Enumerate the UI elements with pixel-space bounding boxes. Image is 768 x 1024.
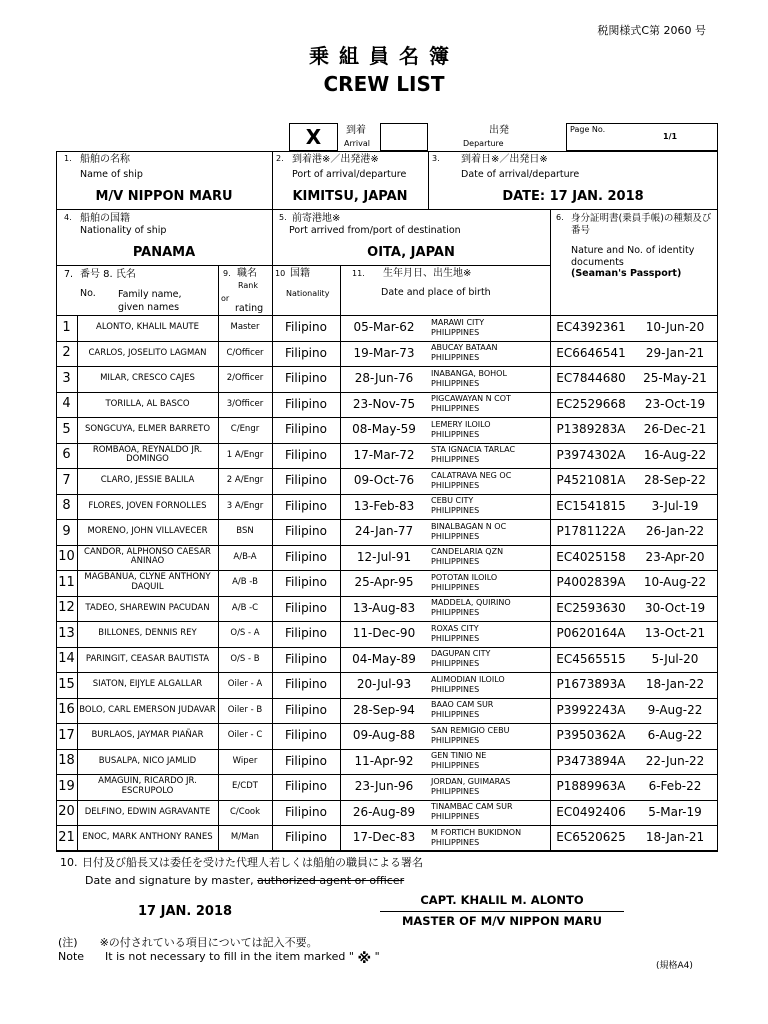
birthplace-city: GEN TINIO NE	[431, 751, 487, 761]
crew-no: 4	[62, 396, 71, 412]
crew-birthplace	[428, 443, 550, 469]
note-jp: (注) ※の付されている項目については記入不要。	[58, 936, 318, 949]
crew-no: 20	[58, 804, 75, 820]
field5-number: 5.	[279, 213, 287, 222]
field5-en: Port arrived from/port of destination	[289, 225, 461, 236]
crew-rank: 3 A/Engr	[226, 500, 264, 511]
crew-rank: C/Engr	[230, 424, 260, 434]
crew-no: 21	[58, 829, 75, 845]
crew-document: P1889963A	[556, 779, 626, 794]
crew-dob: 23-Nov-75	[352, 396, 416, 411]
crew-document: P1781122A	[556, 524, 626, 539]
crew-nationality: Filipino	[285, 753, 327, 768]
crew-expiry: 30-Oct-19	[644, 600, 706, 615]
crew-birthplace	[428, 417, 550, 443]
crew-rank: 1 A/Engr	[226, 449, 264, 460]
crew-rank: A/B-A	[233, 551, 257, 562]
ship-nationality: PANAMA	[132, 245, 196, 260]
crew-expiry: 18-Jan-22	[645, 677, 705, 692]
col9-rating: rating	[235, 303, 264, 314]
crew-expiry: 6-Aug-22	[647, 728, 703, 743]
field6-jp: 身分証明書(乗員手帳)の種類及び番号	[571, 213, 712, 236]
crew-document: P3473894A	[556, 753, 626, 768]
crew-no: 11	[58, 574, 75, 590]
col9-rank: Rank	[238, 281, 258, 290]
field10-en-strikethrough: authorized agent or officer	[257, 874, 405, 887]
crew-name: PARINGIT, CEASAR BAUTISTA	[85, 653, 210, 664]
crew-no: 15	[58, 676, 75, 692]
crew-expiry: 18-Jan-21	[645, 830, 705, 845]
birthplace-country: PHILIPPINES	[431, 812, 480, 822]
birthplace-country: PHILIPPINES	[431, 582, 480, 592]
crew-name: BURLAOS, JAYMAR PIAÑAR	[91, 730, 204, 740]
birthplace-country: PHILIPPINES	[431, 404, 480, 414]
crew-dob: 17-Mar-72	[353, 447, 415, 462]
crew-document: EC6646541	[556, 345, 626, 360]
field6-en: Nature and No. of identity documents	[571, 245, 695, 268]
crew-rank: Oiler - C	[227, 730, 263, 740]
col7-jp: 番号 8. 氏名	[80, 269, 136, 280]
arrival-mark: X	[305, 125, 322, 149]
birthplace-city: MADDELA, QUIRINO	[431, 598, 511, 608]
crew-dob: 28-Jun-76	[354, 371, 414, 386]
field5-jp: 前寄港地※	[292, 213, 341, 224]
crew-dob: 23-Jun-96	[354, 779, 414, 794]
col8-name: Family name, given names	[118, 289, 182, 313]
crew-nationality: Filipino	[285, 651, 327, 666]
crew-expiry: 9-Aug-22	[647, 702, 703, 717]
crew-expiry: 25-May-21	[643, 371, 707, 386]
birthplace-country: PHILIPPINES	[431, 429, 480, 439]
col9-jp: 職名	[237, 268, 257, 279]
crew-no: 6	[62, 447, 71, 463]
col7-number: 7.	[64, 269, 74, 280]
port-of-arrival: KIMITSU, JAPAN	[292, 189, 408, 204]
title-japanese: 乗組員名簿	[309, 44, 459, 68]
crew-document: P3950362A	[556, 728, 626, 743]
note-label: Note	[58, 950, 85, 963]
crew-birthplace	[428, 800, 550, 826]
crew-dob: 11-Dec-90	[352, 626, 416, 641]
crew-document: EC4565515	[556, 651, 626, 666]
crew-no: 10	[58, 549, 75, 565]
crew-nationality: Filipino	[285, 498, 327, 513]
field2-jp: 到着港※／出発港※	[292, 154, 379, 165]
field2-en: Port of arrival/departure	[292, 169, 407, 180]
crew-rank: 3/Officer	[226, 398, 264, 409]
crew-document: EC4392361	[556, 320, 626, 335]
birthplace-city: CEBU CITY	[431, 496, 474, 506]
crew-birthplace	[428, 621, 550, 647]
page-label: Page No.	[570, 125, 606, 134]
crew-birthplace	[428, 774, 550, 800]
crew-birthplace	[428, 672, 550, 698]
signature-date: 17 JAN. 2018	[138, 904, 233, 919]
birthplace-country: PHILIPPINES	[431, 327, 480, 337]
crew-expiry: 10-Jun-20	[645, 320, 705, 335]
crew-birthplace	[428, 570, 550, 596]
crew-name: MORENO, JOHN VILLAVECER	[87, 526, 208, 536]
crew-name: BOLO, CARL EMERSON JUDAVAR	[79, 704, 216, 715]
crew-dob: 25-Apr-95	[354, 575, 414, 590]
crew-nationality: Filipino	[285, 626, 327, 641]
crew-no: 17	[58, 727, 75, 743]
arrival-en: Arrival	[344, 139, 370, 148]
crew-nationality: Filipino	[285, 345, 327, 360]
crew-dob: 26-Aug-89	[352, 804, 416, 819]
field10-en	[85, 874, 404, 887]
crew-dob: 09-Aug-88	[352, 728, 416, 743]
col11-jp: 生年月日、出生地※	[383, 268, 472, 279]
page-title: CREW LIST	[323, 72, 445, 96]
birthplace-city: STA IGNACIA TARLAC	[431, 445, 516, 455]
crew-rank: M/Man	[230, 832, 260, 842]
crew-no: 19	[58, 778, 75, 794]
crew-nationality: Filipino	[285, 473, 327, 488]
arrival-box	[380, 123, 428, 151]
crew-expiry: 3-Jul-19	[651, 498, 699, 513]
crew-no: 1	[62, 319, 71, 335]
birthplace-country: PHILIPPINES	[431, 735, 480, 745]
crew-dob: 24-Jan-77	[354, 524, 414, 539]
crew-document: EC4025158	[556, 549, 626, 564]
crew-rank: E/CDT	[232, 781, 258, 791]
crew-no: 8	[62, 498, 71, 514]
crew-nationality: Filipino	[285, 549, 327, 564]
crew-document: P1389283A	[556, 422, 626, 437]
crew-rank: A/B -C	[231, 602, 259, 613]
birthplace-city: JORDAN, GUIMARAS	[431, 776, 511, 786]
birthplace-country: PHILIPPINES	[431, 455, 480, 465]
birthplace-country: PHILIPPINES	[431, 608, 480, 618]
crew-birthplace	[428, 596, 550, 622]
birthplace-country: PHILIPPINES	[431, 531, 480, 541]
birthplace-city: PIGCAWAYAN N COT	[431, 394, 511, 404]
crew-rank: Oiler - B	[227, 704, 263, 715]
crew-dob: 19-Mar-73	[353, 345, 415, 360]
crew-nationality: Filipino	[285, 702, 327, 717]
crew-birthplace	[428, 392, 550, 418]
crew-name: TADEO, SHAREWIN PACUDAN	[85, 602, 210, 613]
birthplace-country: PHILIPPINES	[431, 684, 480, 694]
signer-name: CAPT. KHALIL M. ALONTO	[420, 893, 584, 907]
crew-expiry: 26-Jan-22	[645, 524, 705, 539]
crew-name: SONGCUYA, ELMER BARRETO	[84, 424, 211, 434]
crew-rank: C/Cook	[229, 806, 261, 817]
birthplace-country: PHILIPPINES	[431, 710, 480, 720]
crew-expiry: 10-Aug-22	[643, 575, 707, 590]
form-code: 税関様式C第 2060 号	[597, 24, 706, 37]
crew-document: EC2593630	[556, 600, 626, 615]
crew-rank: Oiler - A	[227, 679, 263, 689]
field10-en-text: Date and signature by master,	[85, 874, 254, 887]
crew-expiry: 23-Apr-20	[645, 549, 705, 564]
crew-nationality: Filipino	[285, 804, 327, 819]
crew-rank: 2/Officer	[226, 373, 264, 383]
col11-number: 11.	[352, 269, 365, 278]
crew-expiry: 5-Jul-20	[651, 651, 699, 666]
crew-expiry: 5-Mar-19	[648, 804, 702, 819]
crew-nationality: Filipino	[285, 677, 327, 692]
crew-dob: 11-Apr-92	[354, 753, 414, 768]
field1-jp: 船舶の名称	[80, 154, 130, 165]
field1-en: Name of ship	[80, 169, 143, 180]
field10-jp: 日付及び船長又は委任を受けた代理人若しくは船舶の職員による署名	[82, 856, 423, 869]
crew-birthplace	[428, 749, 550, 775]
field1-number: 1.	[64, 154, 72, 163]
col10-jp: 国籍	[290, 268, 310, 279]
birthplace-country: PHILIPPINES	[431, 557, 480, 567]
note-end: "	[374, 950, 380, 963]
crew-dob: 28-Sep-94	[353, 702, 415, 717]
crew-name: MILAR, CRESCO CAJES	[100, 373, 195, 383]
crew-dob: 04-May-89	[352, 651, 416, 666]
crew-dob: 09-Oct-76	[353, 473, 415, 488]
field3-number: 3.	[432, 154, 440, 163]
crew-rank: C/Officer	[226, 347, 264, 358]
birthplace-city: ABUCAY BATAAN	[431, 343, 498, 353]
crew-birthplace	[428, 315, 550, 341]
crew-document: EC7844680	[556, 371, 626, 386]
col11-en: Date and place of birth	[381, 287, 491, 298]
crew-document: EC1541815	[556, 498, 626, 513]
crew-document: EC6520625	[556, 830, 626, 845]
crew-no: 2	[62, 345, 71, 361]
field6-number: 6.	[556, 213, 564, 222]
crew-nationality: Filipino	[285, 320, 327, 335]
note-en	[58, 948, 380, 967]
birthplace-country: PHILIPPINES	[431, 761, 480, 771]
crew-document: EC0492406	[556, 804, 626, 819]
crew-name: SIATON, EIJYLE ALGALLAR	[92, 679, 203, 689]
crew-name: TORILLA, AL BASCO	[105, 398, 190, 409]
col9-or: or	[221, 294, 230, 303]
crew-birthplace	[428, 341, 550, 367]
birthplace-city: BINALBAGAN N OC	[431, 521, 507, 531]
crew-name: ALONTO, KHALIL MAUTE	[96, 322, 199, 332]
crew-dob: 13-Feb-83	[353, 498, 415, 513]
birthplace-city: M FORTICH BUKIDNON	[431, 827, 522, 837]
col10-en: Nationality	[286, 289, 330, 298]
birthplace-city: CANDELARIA QZN	[431, 547, 504, 557]
birthplace-city: ALIMODIAN ILOILO	[431, 674, 505, 684]
crew-nationality: Filipino	[285, 728, 327, 743]
birthplace-country: PHILIPPINES	[431, 480, 480, 490]
col9-number: 9.	[223, 269, 231, 278]
birthplace-city: SAN REMIGIO CEBU	[431, 725, 510, 735]
crew-rank: A/B -B	[232, 577, 258, 587]
birthplace-city: INABANGA, BOHOL	[431, 368, 507, 378]
crew-nationality: Filipino	[285, 447, 327, 462]
crew-birthplace	[428, 494, 550, 520]
crew-name: FLORES, JOVEN FORNOLLES	[88, 500, 207, 511]
crew-name: ENOC, MARK ANTHONY RANES	[82, 832, 213, 842]
note-text: It is not necessary to fill in the item marked "	[105, 950, 354, 963]
crew-nationality: Filipino	[285, 779, 327, 794]
crew-name: BUSALPA, NICO JAMLID	[98, 755, 197, 766]
crew-no: 18	[58, 753, 75, 769]
crew-expiry: 29-Jan-21	[645, 345, 705, 360]
birthplace-country: PHILIPPINES	[431, 378, 480, 388]
crew-expiry: 16-Aug-22	[643, 447, 707, 462]
crew-no: 9	[62, 523, 71, 539]
crew-dob: 13-Aug-83	[352, 600, 416, 615]
crew-expiry: 22-Jun-22	[645, 753, 705, 768]
crew-expiry: 23-Oct-19	[644, 396, 706, 411]
crew-dob: 17-Dec-83	[352, 830, 416, 845]
crew-dob: 08-May-59	[352, 422, 416, 437]
field10-number: 10.	[60, 856, 78, 869]
crew-document: P1673893A	[556, 677, 626, 692]
crew-no: 12	[58, 600, 75, 616]
crew-birthplace	[428, 468, 550, 494]
paper-size: (規格A4)	[656, 961, 693, 971]
page-value: 1/1	[663, 132, 678, 141]
crew-document: P0620164A	[556, 626, 626, 641]
note-mark: ※	[357, 951, 372, 967]
crew-name: ROMBAOA, REYNALDO JR. DOMINGO	[92, 444, 203, 465]
crew-rank: O/S - B	[230, 653, 260, 664]
arrival-date: DATE: 17 JAN. 2018	[502, 189, 644, 204]
departure-jp: 出発	[489, 125, 509, 136]
birthplace-country: PHILIPPINES	[431, 659, 480, 669]
birthplace-country: PHILIPPINES	[431, 506, 480, 516]
col7-no: No.	[80, 288, 96, 299]
field4-jp: 船舶の国籍	[80, 213, 130, 224]
crew-nationality: Filipino	[285, 600, 327, 615]
crew-name: MAGBANUA, CLYNE ANTHONY DAQUIL	[84, 572, 211, 592]
birthplace-city: LEMERY ILOILO	[431, 419, 491, 429]
crew-name: BILLONES, DENNIS REY	[98, 628, 197, 638]
crew-rank: O/S - A	[230, 628, 260, 638]
departure-en: Departure	[463, 139, 504, 148]
crew-no: 16	[58, 702, 75, 718]
col10-number: 10	[275, 269, 286, 278]
birthplace-city: CALATRAVA NEG OC	[431, 470, 512, 480]
crew-no: 3	[62, 370, 71, 386]
field4-number: 4.	[64, 213, 72, 222]
crew-birthplace	[428, 545, 550, 571]
birthplace-country: PHILIPPINES	[431, 353, 480, 363]
birthplace-city: POTOTAN ILOILO	[431, 572, 498, 582]
crew-expiry: 13-Oct-21	[644, 626, 706, 641]
field3-jp: 到着日※／出発日※	[461, 154, 548, 165]
crew-document: P4002839A	[556, 575, 626, 590]
crew-birthplace	[428, 698, 550, 724]
crew-rank: Wiper	[232, 755, 258, 766]
crew-nationality: Filipino	[285, 371, 327, 386]
crew-name: DELFINO, EDWIN AGRAVANTE	[84, 806, 211, 817]
birthplace-country: PHILIPPINES	[431, 786, 480, 796]
crew-birthplace	[428, 519, 550, 545]
row-divider	[56, 851, 718, 852]
signer-title: MASTER OF M/V NIPPON MARU	[401, 914, 603, 928]
crew-rank: BSN	[236, 526, 254, 536]
crew-expiry: 6-Feb-22	[648, 779, 702, 794]
crew-birthplace	[428, 723, 550, 749]
crew-no: 7	[62, 472, 71, 488]
crew-expiry: 26-Dec-21	[643, 422, 707, 437]
ship-name: M/V NIPPON MARU	[95, 189, 233, 204]
crew-nationality: Filipino	[285, 830, 327, 845]
crew-dob: 20-Jul-93	[356, 677, 412, 692]
crew-birthplace	[428, 647, 550, 673]
field2-number: 2.	[276, 154, 284, 163]
birthplace-city: BAAO CAM SUR	[431, 700, 494, 710]
crew-birthplace	[428, 366, 550, 392]
crew-dob: 05-Mar-62	[353, 320, 415, 335]
arrival-jp: 到着	[346, 125, 366, 136]
field6-en-bold: (Seaman's Passport)	[571, 268, 682, 279]
crew-name: AMAGUIN, RICARDO JR. ESCRUPOLO	[98, 776, 197, 796]
crew-nationality: Filipino	[285, 396, 327, 411]
arrival-mark-box	[289, 123, 338, 151]
crew-document: P3992243A	[556, 702, 626, 717]
crew-name: CARLOS, JOSELITO LAGMAN	[88, 347, 207, 358]
crew-name: CLARO, JESSIE BALILA	[100, 475, 195, 485]
crew-dob: 12-Jul-91	[356, 549, 412, 564]
birthplace-city: TINAMBAC CAM SUR	[431, 802, 513, 812]
crew-document: EC2529668	[556, 396, 626, 411]
crew-nationality: Filipino	[285, 422, 327, 437]
crew-nationality: Filipino	[285, 524, 327, 539]
crew-rank: Master	[230, 322, 260, 332]
birthplace-city: ROXAS CITY	[431, 623, 479, 633]
birthplace-city: MARAWI CITY	[431, 317, 485, 327]
birthplace-city: DAGUPAN CITY	[431, 649, 491, 659]
port-arrived-from: OITA, JAPAN	[367, 245, 455, 260]
crew-name: CANDOR, ALPHONSO CAESAR ANINAO	[84, 546, 211, 567]
crew-no: 13	[58, 625, 75, 641]
crew-no: 5	[62, 421, 71, 437]
birthplace-country: PHILIPPINES	[431, 837, 480, 847]
crew-document: P3974302A	[556, 447, 626, 462]
signature-line	[380, 911, 624, 912]
crew-expiry: 28-Sep-22	[644, 473, 706, 488]
crew-birthplace	[428, 825, 550, 851]
field4-en: Nationality of ship	[80, 225, 167, 236]
crew-document: P4521081A	[556, 473, 626, 488]
birthplace-country: PHILIPPINES	[431, 633, 480, 643]
crew-nationality: Filipino	[285, 575, 327, 590]
field3-en: Date of arrival/departure	[461, 169, 580, 180]
crew-rank: 2 A/Engr	[226, 475, 264, 485]
crew-no: 14	[58, 651, 75, 667]
